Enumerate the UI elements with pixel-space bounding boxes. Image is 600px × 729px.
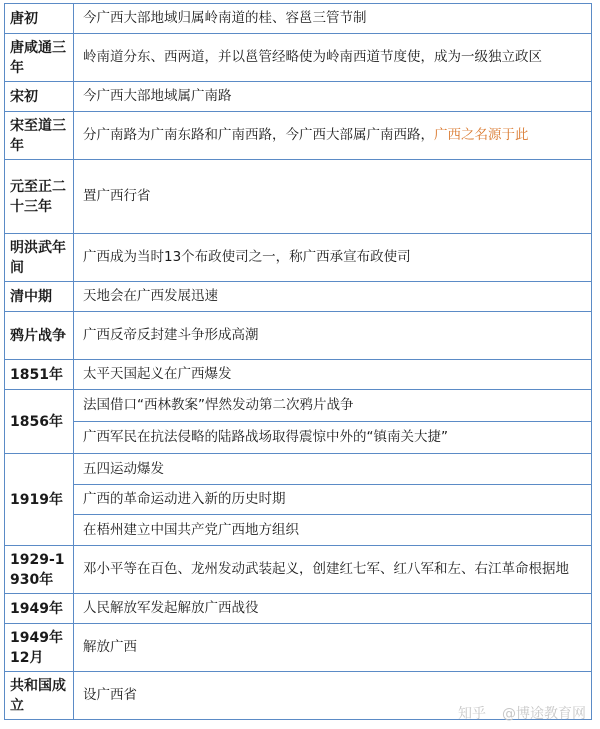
era-cell: 唐咸通三年 xyxy=(5,34,74,82)
table-row xyxy=(5,485,592,515)
event-text: 太平天国起义在广西爆发 xyxy=(83,366,232,382)
table-row xyxy=(5,112,592,160)
event-text: 置广西行省 xyxy=(83,188,151,204)
event-cell xyxy=(74,360,592,390)
table-row xyxy=(5,515,592,546)
table-row xyxy=(5,390,592,422)
table-row xyxy=(5,312,592,360)
event-cell xyxy=(74,422,592,454)
event-cell xyxy=(74,546,592,594)
table-row xyxy=(5,234,592,282)
era-cell: 1949年12月 xyxy=(5,624,74,672)
event-text: 人民解放军发起解放广西战役 xyxy=(83,600,259,616)
event-text: 广西成为当时13个布政使司之一，称广西承宣布政使司 xyxy=(83,249,411,265)
event-cell xyxy=(74,624,592,672)
table-row xyxy=(5,546,592,594)
table-row xyxy=(5,34,592,82)
table-row xyxy=(5,624,592,672)
table-row xyxy=(5,454,592,485)
table-row xyxy=(5,82,592,112)
era-cell: 1949年 xyxy=(5,594,74,624)
era-cell: 明洪武年间 xyxy=(5,234,74,282)
event-cell xyxy=(74,282,592,312)
event-text: 广西军民在抗法侵略的陆路战场取得震惊中外的“镇南关大捷” xyxy=(83,429,448,445)
table-row xyxy=(5,4,592,34)
event-cell xyxy=(74,515,592,546)
era-cell: 1851年 xyxy=(5,360,74,390)
event-text: 今广西大部地域归属岭南道的桂、容邕三管节制 xyxy=(83,10,367,26)
watermark xyxy=(458,703,586,723)
event-cell xyxy=(74,594,592,624)
event-cell xyxy=(74,234,592,282)
era-cell: 元至正二十三年 xyxy=(5,160,74,234)
event-cell xyxy=(74,454,592,485)
table-row xyxy=(5,360,592,390)
event-text: 分广南路为广南东路和广南西路，今广西大部属广南西路， xyxy=(83,127,434,143)
event-cell xyxy=(74,112,592,160)
event-text: 广西的革命运动进入新的历史时期 xyxy=(83,491,286,507)
event-cell xyxy=(74,160,592,234)
era-cell: 共和国成立 xyxy=(5,672,74,720)
event-text: 天地会在广西发展迅速 xyxy=(83,288,218,304)
watermark-platform: 知乎 xyxy=(458,706,486,722)
history-table-body xyxy=(5,4,592,720)
event-cell xyxy=(74,485,592,515)
era-cell: 宋初 xyxy=(5,82,74,112)
era-cell: 鸦片战争 xyxy=(5,312,74,360)
era-cell: 1856年 xyxy=(5,390,74,454)
event-text: 今广西大部地域属广南路 xyxy=(83,88,232,104)
event-text: 在梧州建立中国共产党广西地方组织 xyxy=(83,521,299,538)
watermark-author: @博途教育网 xyxy=(502,706,586,722)
event-text: 设广西省 xyxy=(83,687,137,703)
table-row xyxy=(5,422,592,454)
event-text: 法国借口“西林教案”悍然发动第二次鸦片战争 xyxy=(83,397,354,413)
event-text: 解放广西 xyxy=(83,639,137,655)
event-text: 岭南道分东、西两道，并以邕管经略使为岭南西道节度使，成为一级独立政区 xyxy=(83,49,542,65)
table-row xyxy=(5,594,592,624)
era-cell: 宋至道三年 xyxy=(5,112,74,160)
table-row xyxy=(5,282,592,312)
event-highlight: 广西之名源于此 xyxy=(434,127,529,143)
history-table xyxy=(4,3,592,720)
era-cell: 1929-1930年 xyxy=(5,546,74,594)
event-text: 邓小平等在百色、龙州发动武装起义，创建红七军、红八军和左、右江革命根据地 xyxy=(83,561,569,577)
event-cell xyxy=(74,390,592,422)
event-cell xyxy=(74,4,592,34)
event-cell xyxy=(74,34,592,82)
era-cell: 唐初 xyxy=(5,4,74,34)
era-cell: 1919年 xyxy=(5,454,74,546)
event-cell xyxy=(74,82,592,112)
era-cell: 清中期 xyxy=(5,282,74,312)
table-row xyxy=(5,160,592,234)
event-cell xyxy=(74,312,592,360)
event-text: 广西反帝反封建斗争形成高潮 xyxy=(83,327,259,343)
event-text: 五四运动爆发 xyxy=(83,460,164,477)
